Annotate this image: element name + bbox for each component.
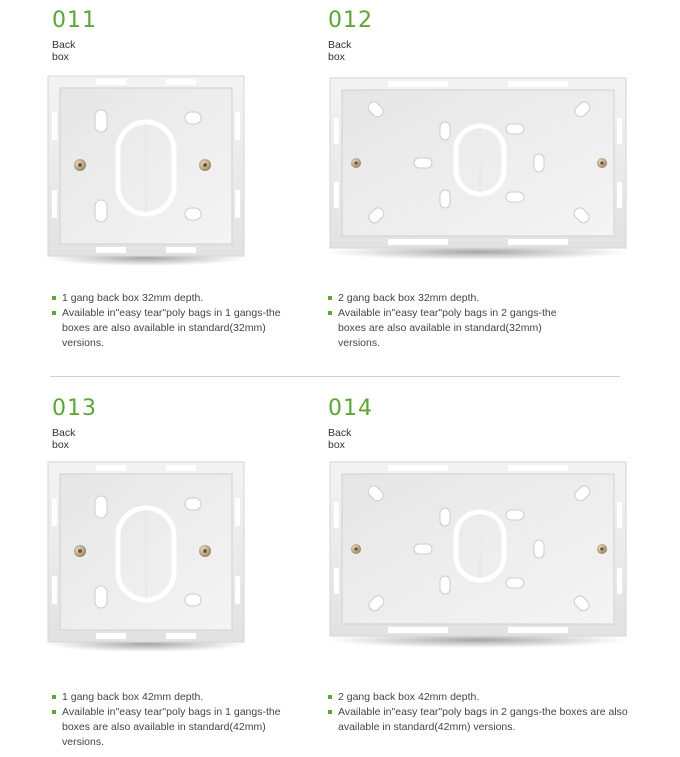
feature-item: 1 gang back box 42mm depth. (52, 690, 292, 705)
product-code: 013 (52, 396, 97, 421)
single-gang-back-box-icon (40, 458, 252, 658)
product-features (52, 291, 292, 351)
feature-item: 2 gang back box 42mm depth. (328, 690, 628, 705)
feature-item: Available in"easy tear"poly bags in 2 gangs-the boxes are also available in standard(42mm) versions. (328, 705, 628, 735)
feature-item: 2 gang back box 32mm depth. (328, 291, 578, 306)
product-subtitle: Back box (328, 39, 352, 63)
single-gang-back-box-icon (40, 72, 252, 272)
product-subtitle: Back box (328, 427, 352, 451)
product-code: 014 (328, 396, 373, 421)
feature-item: 1 gang back box 32mm depth. (52, 291, 292, 306)
product-code: 012 (328, 8, 373, 33)
section-divider (50, 376, 620, 377)
product-features (328, 291, 578, 351)
product-subtitle: Back box (52, 39, 76, 63)
feature-item: Available in"easy tear"poly bags in 1 gangs-the boxes are also available in standard(32mm) versions. (52, 306, 292, 351)
feature-item: Available in"easy tear"poly bags in 1 gangs-the boxes are also available in standard(42mm) versions. (52, 705, 292, 750)
double-gang-back-box-icon (320, 72, 636, 264)
double-gang-back-box-icon (320, 456, 636, 652)
product-code: 011 (52, 8, 97, 33)
product-features (328, 690, 628, 735)
product-subtitle: Back box (52, 427, 76, 451)
feature-item: Available in"easy tear"poly bags in 2 gangs-the boxes are also available in standard(32mm) versions. (328, 306, 578, 351)
product-features (52, 690, 292, 750)
